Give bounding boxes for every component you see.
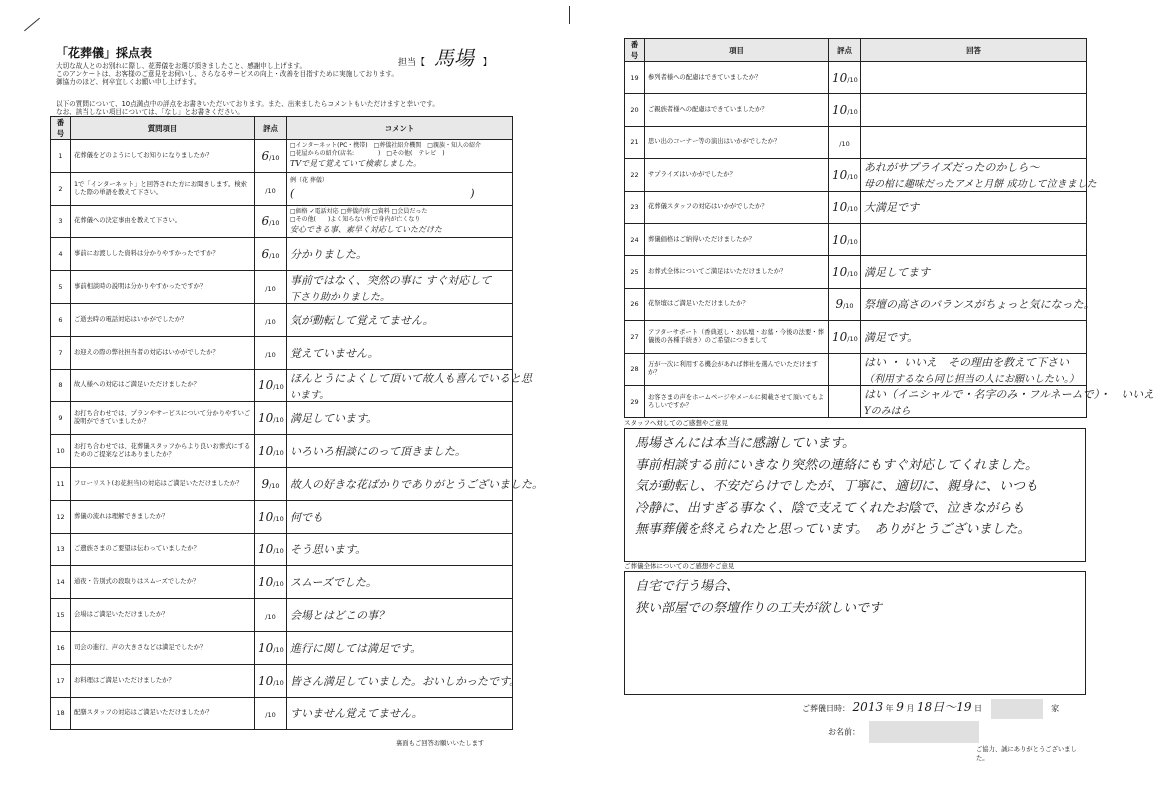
turn-over-note: 裏面もご回答お願いいたします bbox=[396, 740, 485, 747]
score-cell bbox=[829, 256, 861, 288]
score-cell bbox=[829, 62, 861, 94]
score-denominator: /10 bbox=[847, 270, 858, 279]
table-header-row bbox=[625, 39, 1087, 62]
comment-cell bbox=[287, 599, 513, 632]
score-value: 10 bbox=[258, 575, 274, 590]
question-text: フローリスト(お花担当)の対応はご満足いただけましたか？ bbox=[71, 467, 255, 500]
score-cell bbox=[255, 664, 287, 697]
comment-cell bbox=[287, 697, 513, 730]
comment-cell bbox=[287, 566, 513, 599]
instructions-text bbox=[56, 100, 506, 116]
comment-cell bbox=[287, 467, 543, 500]
score-value: 10 bbox=[258, 542, 274, 557]
customer-name-row bbox=[828, 721, 979, 743]
score-denominator: /10 bbox=[273, 645, 284, 654]
scan-mark bbox=[24, 18, 40, 32]
comment-cell bbox=[861, 385, 1154, 418]
score-value: 10 bbox=[832, 103, 848, 118]
table-row bbox=[51, 533, 513, 566]
score-denominator: /10 bbox=[847, 172, 858, 181]
score-denominator: /10 bbox=[847, 237, 858, 246]
comment-cell bbox=[287, 172, 513, 205]
question-text: 会場はご満足いただけましたか？ bbox=[71, 599, 255, 632]
table-row bbox=[51, 631, 513, 664]
score-value: 10 bbox=[258, 640, 274, 655]
score-value: 10 bbox=[832, 167, 848, 182]
score-value: 10 bbox=[258, 378, 274, 393]
score-value: 10 bbox=[832, 232, 848, 247]
month-unit: 月 bbox=[906, 704, 915, 713]
score-value: 10 bbox=[258, 411, 274, 426]
staff-feedback-label: スタッフへ対してのご感想やご意見 bbox=[624, 419, 728, 427]
table-row bbox=[625, 62, 1087, 94]
score-cell bbox=[829, 321, 861, 353]
question-number: 1 bbox=[51, 140, 71, 173]
table-row bbox=[51, 238, 513, 271]
score-denominator: /10 bbox=[273, 449, 284, 458]
score-cell bbox=[255, 402, 287, 435]
question-text: お客さまの声をホームページやメールに掲載させて頂いてもよろしいですか？ bbox=[645, 385, 829, 417]
table-row bbox=[625, 385, 1087, 417]
survey-table-front bbox=[50, 116, 543, 730]
question-number: 26 bbox=[625, 288, 645, 320]
score-value: 6 bbox=[261, 148, 270, 163]
score-value: 10 bbox=[832, 329, 848, 344]
comment-text: 分かりました。 bbox=[290, 248, 367, 262]
table-row bbox=[51, 566, 513, 599]
score-denominator: /10 bbox=[273, 514, 284, 523]
table-row bbox=[51, 303, 513, 336]
score-denominator: /10 bbox=[273, 547, 284, 556]
question-number: 25 bbox=[625, 256, 645, 288]
score-value: 6 bbox=[261, 247, 270, 262]
comment-cell bbox=[861, 62, 1087, 94]
intro-line: このアンケートは、お客様のご意見をお伺いし、さらなるサービスの向上・改善を目指すために実施しております。 bbox=[56, 70, 398, 79]
question-number: 18 bbox=[51, 697, 71, 730]
score-denominator: /10 bbox=[269, 252, 280, 261]
question-number: 4 bbox=[51, 238, 71, 271]
feedback-line: 自宅で行う場合、 bbox=[635, 579, 740, 594]
intro-line: 大切な故人とのお別れに際し、花葬儀をお選び頂きましたこと、感謝申し上げます。 bbox=[56, 62, 307, 70]
table-row bbox=[625, 94, 1087, 126]
scan-mark bbox=[569, 6, 570, 24]
score-value: 6 bbox=[261, 214, 270, 229]
staff-label: 担当【 bbox=[398, 58, 426, 68]
question-number: 5 bbox=[51, 271, 71, 304]
score-cell bbox=[255, 599, 287, 632]
question-number: 6 bbox=[51, 303, 71, 336]
score-cell bbox=[255, 238, 287, 271]
comment-text: 会場とはどこの事？ bbox=[290, 609, 389, 623]
staff-label-close: 】 bbox=[482, 58, 492, 68]
score-cell bbox=[255, 631, 287, 664]
table-row bbox=[51, 697, 513, 730]
score-value: 10 bbox=[258, 509, 274, 524]
score-cell bbox=[829, 353, 861, 385]
score-denominator: /10 bbox=[265, 317, 276, 326]
header-score: 評点 bbox=[255, 117, 287, 140]
comment-text: 満足しています。 bbox=[290, 412, 378, 426]
comment-cell bbox=[287, 664, 521, 697]
question-number: 23 bbox=[625, 191, 645, 223]
score-denominator: /10 bbox=[269, 153, 280, 162]
comment-cell bbox=[287, 369, 532, 402]
question-number: 29 bbox=[625, 385, 645, 417]
score-cell bbox=[255, 303, 287, 336]
name-label: お名前： bbox=[828, 727, 860, 737]
table-row bbox=[51, 500, 513, 533]
question-number: 27 bbox=[625, 321, 645, 353]
comment-cell bbox=[861, 159, 1097, 191]
question-text: ご逝去時の電話対応はいかがでしたか？ bbox=[71, 303, 255, 336]
score-denominator: /10 bbox=[265, 613, 276, 622]
comment-cell bbox=[861, 191, 1087, 223]
comment-text: 覚えていません。 bbox=[290, 346, 379, 360]
table-row bbox=[51, 271, 513, 304]
question-text: 通夜・告別式の段取りはスムーズでしたか？ bbox=[71, 566, 255, 599]
question-text: 花祭壇はご満足いただけましたか？ bbox=[645, 288, 829, 320]
comment-text: 皆さん満足していました。おいしかったです。 bbox=[290, 674, 521, 688]
score-cell bbox=[255, 566, 287, 599]
question-number: 14 bbox=[51, 566, 71, 599]
question-number: 10 bbox=[51, 435, 71, 468]
comment-text: 故人の好きな花ばかりでありがとうございました。 bbox=[290, 477, 543, 491]
score-denominator: /10 bbox=[273, 580, 284, 589]
question-text: 事前相談時の説明は分かりやすかったですか？ bbox=[71, 271, 255, 304]
question-text: お葬式全体についてご満足はいただけましたか？ bbox=[645, 256, 829, 288]
comment-text: （利用するなら同じ担当の人にお願いしたい。） bbox=[864, 373, 1079, 385]
table-row bbox=[51, 172, 513, 205]
feedback-line: 冷静に、出すぎる事なく、陰で支えてくれたお陰で、泣きながらも bbox=[635, 500, 1025, 516]
question-number: 20 bbox=[625, 94, 645, 126]
staff-feedback-box bbox=[624, 428, 1086, 562]
comment-cell bbox=[861, 288, 1095, 320]
score-denominator: /10 bbox=[265, 285, 276, 294]
question-number: 2 bbox=[51, 172, 71, 205]
score-cell bbox=[829, 159, 861, 191]
score-cell bbox=[829, 223, 861, 255]
house-unit: 家 bbox=[1051, 704, 1060, 713]
comment-cell bbox=[287, 500, 513, 533]
feedback-line: 無事葬儀を終えられたと思っています。 ありがとうございました。 bbox=[635, 522, 1031, 537]
question-number: 15 bbox=[51, 599, 71, 632]
header-score: 評点 bbox=[829, 39, 861, 62]
header-item: 項目 bbox=[645, 39, 829, 62]
score-denominator: /10 bbox=[839, 140, 850, 149]
date-year: 2013 bbox=[852, 700, 884, 714]
instruction-line: 以下の質問について、10点満点中の評点をお書きいただいております。また、出来ましたらコメントもいただけますと幸いです。 bbox=[56, 100, 439, 108]
score-cell bbox=[829, 288, 861, 320]
table-row bbox=[625, 159, 1087, 191]
staff-feedback-text bbox=[625, 429, 1085, 545]
score-value: 10 bbox=[258, 673, 274, 688]
question-number: 9 bbox=[51, 402, 71, 435]
score-value: 10 bbox=[832, 70, 848, 85]
redacted-family-name bbox=[991, 699, 1043, 719]
staff-name: 馬場 bbox=[433, 46, 474, 70]
question-number: 16 bbox=[51, 631, 71, 664]
comment-text: はい ・ いいえ その理由を教えて下さい bbox=[864, 355, 1069, 369]
score-denominator: /10 bbox=[273, 678, 284, 687]
date-month: 9 bbox=[896, 700, 904, 714]
question-number: 12 bbox=[51, 500, 71, 533]
score-cell bbox=[829, 191, 861, 223]
year-unit: 年 bbox=[885, 704, 894, 713]
date-days: 18日〜19 bbox=[916, 700, 972, 714]
table-row bbox=[51, 402, 513, 435]
score-denominator: /10 bbox=[273, 416, 284, 425]
comment-text: 満足してます bbox=[864, 266, 930, 280]
question-text: サプライズはいかがでしたか？ bbox=[645, 159, 829, 191]
header-comment: コメント bbox=[287, 117, 513, 140]
comment-cell bbox=[287, 533, 513, 566]
comment-cell bbox=[861, 353, 1087, 385]
table-row bbox=[625, 288, 1087, 320]
comment-text: Yのみはら bbox=[864, 406, 911, 418]
question-number: 28 bbox=[625, 353, 645, 385]
comment-cell bbox=[287, 140, 513, 173]
question-text: お迎えの際の弊社担当者の対応はいかがでしたか？ bbox=[71, 336, 255, 369]
overall-feedback-text bbox=[625, 572, 1085, 623]
question-text: ご遺族さまのご要望は伝わっていましたか？ bbox=[71, 533, 255, 566]
score-value: 9 bbox=[261, 476, 270, 491]
score-cell bbox=[255, 271, 287, 304]
question-number: 24 bbox=[625, 223, 645, 255]
overall-feedback-box bbox=[624, 571, 1086, 695]
score-denominator: /10 bbox=[265, 186, 276, 195]
question-number: 8 bbox=[51, 369, 71, 402]
option-list: □その他( )よく知らない所で身内が亡くなり bbox=[290, 215, 421, 223]
comment-text: 大満足です bbox=[864, 201, 919, 215]
comment-cell bbox=[287, 271, 513, 304]
score-value: 10 bbox=[832, 265, 848, 280]
survey-table-back bbox=[624, 38, 1154, 418]
date-label: ご葬儀日時： bbox=[802, 704, 850, 713]
comment-text: スムーズでした。 bbox=[290, 576, 377, 590]
score-denominator: /10 bbox=[269, 219, 280, 228]
question-number: 17 bbox=[51, 664, 71, 697]
table-row bbox=[51, 664, 513, 697]
score-cell bbox=[255, 533, 287, 566]
question-text: 花葬儀への決定事由を教えて下さい。 bbox=[71, 205, 255, 238]
score-value: 9 bbox=[835, 297, 844, 312]
header-answer: 回答 bbox=[861, 39, 1087, 62]
score-denominator: /10 bbox=[847, 75, 858, 84]
header-number: 番号 bbox=[625, 39, 645, 62]
table-row bbox=[51, 467, 513, 500]
question-text: 花葬儀スタッフの対応はいかがでしたか？ bbox=[645, 191, 829, 223]
score-cell bbox=[255, 336, 287, 369]
table-row bbox=[625, 126, 1087, 158]
comment-text: あれがサプライズだったのかしら〜 bbox=[864, 161, 1040, 175]
comment-cell bbox=[287, 435, 513, 468]
comment-text: 祭壇の高さのバランスがちょっと気になった。 bbox=[864, 298, 1095, 312]
option-list: □価格 ✓電話対応 □葬儀内容 □資料 □会員だった bbox=[290, 207, 428, 215]
score-cell bbox=[255, 697, 287, 730]
funeral-date bbox=[802, 698, 1059, 719]
score-denominator: /10 bbox=[265, 711, 276, 720]
comment-text: 事前ではなく、突然の事に すぐ対応して bbox=[290, 273, 492, 287]
comment-text: 満足です。 bbox=[864, 330, 919, 344]
question-text: ご親族者様への配慮はできていましたか？ bbox=[645, 94, 829, 126]
question-text: 花葬儀をどのようにしてお知りになりましたか？ bbox=[71, 140, 255, 173]
table-row bbox=[625, 191, 1087, 223]
table-row bbox=[625, 256, 1087, 288]
comment-text: 何でも bbox=[290, 510, 323, 524]
header-question: 質問項目 bbox=[71, 117, 255, 140]
score-cell bbox=[829, 385, 861, 417]
table-row bbox=[625, 223, 1087, 255]
feedback-line: 気が動転し、不安だらけでしたが、丁寧に、適切に、親身に、いつも bbox=[635, 479, 1039, 494]
comment-text: ほんとうによくして頂いて故人も喜んでいると思 bbox=[290, 371, 532, 385]
score-cell bbox=[255, 369, 287, 402]
comment-text: 下さり助かりました。 bbox=[290, 291, 390, 303]
question-text: アフターサポート（香典返し・お仏壇・お墓・今後の法要・葬儀後の各種手続き）のご希望につきまして bbox=[645, 321, 829, 353]
comment-cell bbox=[861, 126, 1087, 158]
question-text: 司会の進行、声の大きさなどは満足でしたか？ bbox=[71, 631, 255, 664]
score-denominator: /10 bbox=[847, 205, 858, 214]
question-number: 21 bbox=[625, 126, 645, 158]
header-number: 番号 bbox=[51, 117, 71, 140]
comment-text: すいません覚えてません。 bbox=[290, 707, 423, 721]
question-text: 葬儀の流れは理解できましたか？ bbox=[71, 500, 255, 533]
question-text: 参列者様への配慮はできていましたか？ bbox=[645, 62, 829, 94]
score-denominator: /10 bbox=[265, 350, 276, 359]
question-text: 故人様への対応はご満足いただけましたか？ bbox=[71, 369, 255, 402]
day-unit: 日 bbox=[974, 704, 983, 713]
table-header-row bbox=[51, 117, 513, 140]
table-row bbox=[51, 140, 513, 173]
comment-cell bbox=[861, 223, 1087, 255]
question-text: 配膳スタッフの対応はご満足いただけましたか？ bbox=[71, 697, 255, 730]
comment-text: いろいろ相談にのって頂きました。 bbox=[290, 445, 466, 459]
instruction-line: なお、該当しない項目については、「なし」とお書きください。 bbox=[56, 108, 244, 117]
comment-text: 進行に関しては満足です。 bbox=[290, 641, 422, 655]
comment-cell bbox=[861, 256, 1087, 288]
comment-cell bbox=[287, 238, 513, 271]
score-cell bbox=[255, 435, 287, 468]
score-denominator: /10 bbox=[273, 383, 284, 392]
comment-text: そう思います。 bbox=[290, 543, 367, 557]
overall-feedback-label: ご葬儀全体についてのご感想やご意見 bbox=[624, 562, 735, 570]
score-cell bbox=[255, 172, 287, 205]
score-cell bbox=[829, 94, 861, 126]
question-text: 葬儀価格はご納得いただけましたか？ bbox=[645, 223, 829, 255]
table-row bbox=[51, 205, 513, 238]
question-text: お料理はご満足いただけましたか？ bbox=[71, 664, 255, 697]
comment-cell bbox=[861, 94, 1087, 126]
question-text: お打ち合わせでは、プランやサービスについて分かりやすいご説明ができていましたか？ bbox=[71, 402, 255, 435]
question-number: 19 bbox=[625, 62, 645, 94]
feedback-line: 事前相談する前にいきなり突然の連絡にもすぐ対応してくれました。 bbox=[635, 457, 1039, 473]
question-number: 3 bbox=[51, 205, 71, 238]
score-cell bbox=[255, 205, 287, 238]
score-denominator: /10 bbox=[843, 302, 854, 311]
score-denominator: /10 bbox=[847, 334, 858, 343]
option-list: □花屋からの紹介(店名: ) □その他( テレビ ) bbox=[290, 150, 445, 158]
table-row bbox=[625, 353, 1087, 385]
question-number: 13 bbox=[51, 533, 71, 566]
thanks-note: ご協力、誠にありがとうございました。 bbox=[976, 746, 1077, 762]
score-value: 10 bbox=[832, 200, 848, 215]
score-denominator: /10 bbox=[847, 108, 858, 117]
comment-text: 母の棺に趣味だったアメと月餅 成功して泣きました bbox=[864, 179, 1097, 191]
comment-cell bbox=[287, 631, 513, 664]
question-number: 7 bbox=[51, 336, 71, 369]
table-row bbox=[625, 321, 1087, 353]
score-cell bbox=[829, 126, 861, 158]
document-title: 「花葬儀」採点表 bbox=[56, 46, 153, 60]
comment-text: います。 bbox=[290, 389, 330, 401]
question-text: 思い出のコーナー等の演出はいかがでしたか？ bbox=[645, 126, 829, 158]
comment-text: 安心できる事、素早く対応していただけた bbox=[290, 224, 442, 234]
question-text: 1で「インターネット」と回答された方にお聞きします。検索した際の単語を教えて下さい。 bbox=[71, 172, 255, 205]
feedback-line: 馬場さんには本当に感謝しています。 bbox=[635, 436, 855, 451]
feedback-line: 狭い部屋での祭壇作りの工夫が欲しいです bbox=[635, 600, 883, 616]
intro-line: 御協力のほど、何卒宜しくお願い申し上げます。 bbox=[56, 78, 201, 87]
comment-text: ( ) bbox=[290, 186, 475, 200]
table-row bbox=[51, 599, 513, 632]
question-number: 11 bbox=[51, 467, 71, 500]
option-list: 例（花 葬儀） bbox=[290, 176, 328, 184]
comment-text: 気が動転して覚えてません。 bbox=[290, 313, 434, 327]
question-text: 万が一次に利用する機会があれば葬社を選んでいただけますか？ bbox=[645, 353, 829, 385]
question-text: 事前にお渡しした資料は分かりやすかったですか？ bbox=[71, 238, 255, 271]
score-value: 10 bbox=[258, 444, 274, 459]
comment-cell bbox=[287, 402, 513, 435]
redacted-name bbox=[869, 721, 979, 743]
table-row bbox=[51, 336, 513, 369]
score-cell bbox=[255, 500, 287, 533]
score-cell bbox=[255, 467, 287, 500]
intro-text bbox=[56, 62, 506, 87]
score-denominator: /10 bbox=[269, 481, 280, 490]
score-cell bbox=[255, 140, 287, 173]
comment-text: TVで見て覚えていて検索しました。 bbox=[290, 159, 422, 169]
comment-cell bbox=[861, 321, 1087, 353]
table-row bbox=[51, 369, 513, 402]
question-text: お打ち合わせでは、花葬儀スタッフからより良いお葬式にするためのご提案などはありましたか？ bbox=[71, 435, 255, 468]
option-list: □インターネット(PC・携帯) □葬儀社紹介機関 □親族・知人の紹介 bbox=[290, 142, 481, 150]
comment-cell bbox=[287, 303, 513, 336]
table-row bbox=[51, 435, 513, 468]
comment-cell bbox=[287, 336, 513, 369]
comment-cell bbox=[287, 205, 513, 238]
question-number: 22 bbox=[625, 159, 645, 191]
comment-text: はい（イニシャルで・名字のみ・フルネームで）・ いいえ bbox=[864, 388, 1154, 402]
